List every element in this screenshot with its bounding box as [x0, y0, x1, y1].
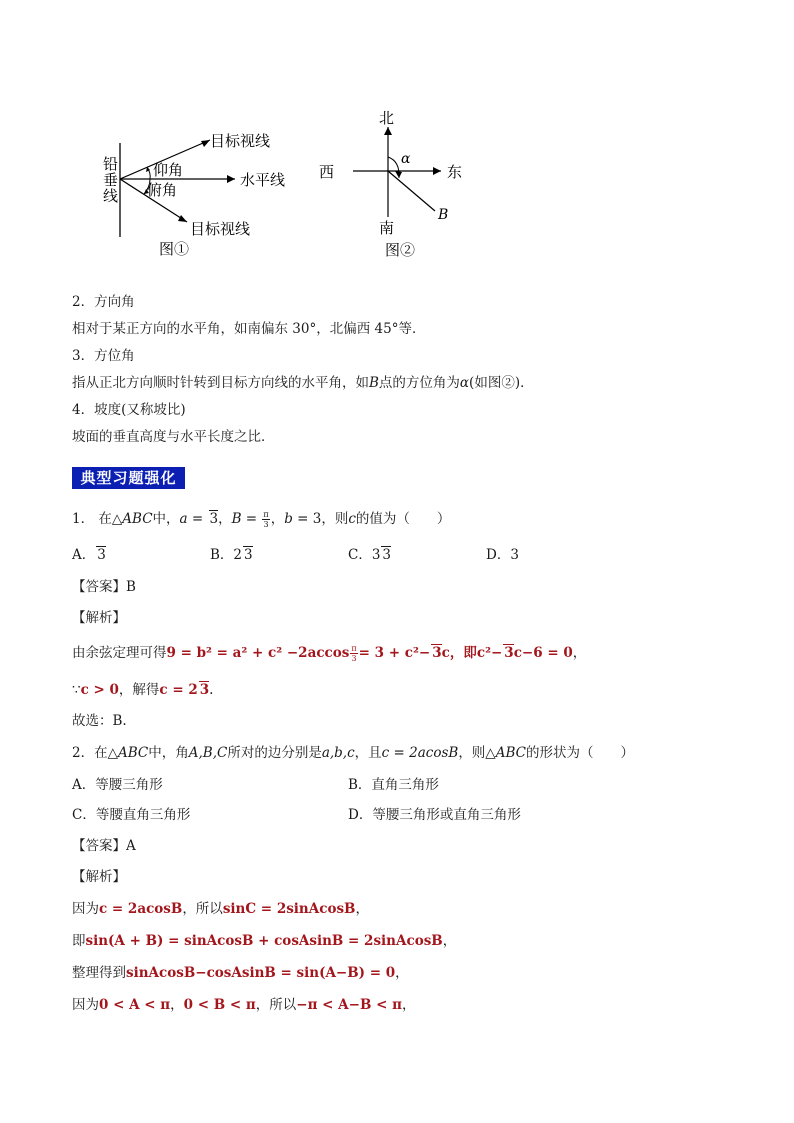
text-part: ∵: [72, 682, 81, 698]
math: 3: [209, 511, 219, 527]
text-part: 中，角: [148, 745, 189, 761]
q2-solution-line-2: [72, 932, 456, 950]
text-part: ，则△: [458, 745, 496, 761]
frac-num: π: [263, 510, 269, 519]
q2-analysis-label: 【解析】: [72, 869, 126, 885]
math: ABC: [122, 511, 153, 527]
q2-solution-line-4: [72, 996, 415, 1014]
text-part: 由余弦定理可得: [72, 645, 167, 661]
text-part: 中，: [152, 511, 180, 527]
math: B: [231, 511, 242, 527]
math: sinAcosB−cosAsinB = sin(A−B) = 0: [126, 965, 396, 981]
fig2-B-label: B: [438, 207, 449, 223]
figure-compass-bearing: [315, 105, 475, 260]
text-part: 指从正北方向顺时针转到目标方向线的水平角，如: [72, 375, 369, 391]
alpha-symbol: α: [459, 375, 470, 391]
fig1-caption: 图①: [159, 240, 190, 258]
option-label: B．2: [210, 547, 243, 563]
fig1-top-line-label: 目标视线: [210, 132, 271, 150]
math: 3: [504, 645, 514, 661]
option-label: A．: [72, 547, 96, 563]
q2-option-a: A．等腰三角形: [72, 777, 163, 793]
text-part: ，: [572, 645, 587, 661]
figure-elevation-depression: [95, 125, 305, 260]
math: c > 0: [80, 682, 119, 698]
text-part: ，: [401, 997, 416, 1013]
text-slope: 坡面的垂直高度与水平长度之比．: [72, 429, 275, 445]
text-part: 的值为（ ）: [355, 511, 451, 527]
fig1-vertical-label-2: 垂: [103, 171, 119, 189]
q1-conclusion: 故选：B.: [72, 713, 127, 729]
text-part: ，且: [354, 745, 382, 761]
option-value: 3: [97, 547, 106, 563]
math: c = 2acosB: [99, 901, 183, 917]
math: c−6 = 0: [513, 645, 573, 661]
fig2-alpha-label: α: [401, 151, 411, 167]
text-part: ，解得: [118, 682, 160, 698]
math: c = 2: [159, 682, 198, 698]
math: = 3: [297, 511, 322, 527]
text-part: 点的方位角为: [378, 375, 460, 391]
q1-option-d: D．3: [486, 547, 519, 563]
q2-stem: [72, 744, 634, 762]
text-part: 即: [72, 933, 86, 949]
text-part: ，: [355, 901, 369, 917]
math: a,b,c: [321, 745, 355, 761]
math: A,B,C: [188, 745, 228, 761]
math: −π < A−B < π: [296, 997, 402, 1013]
text-part: 的形状为（ ）: [525, 745, 634, 761]
text-part: (如图②)．: [469, 375, 534, 391]
math: 3: [199, 682, 210, 698]
text-bearing-angle: [72, 374, 534, 392]
text-part: 整理得到: [72, 965, 126, 981]
heading-bearing-angle: 3．方位角: [72, 348, 135, 364]
heading-direction-angle: 2．方向角: [72, 294, 135, 310]
text-part: .: [209, 682, 214, 698]
option-value: 3: [244, 547, 253, 563]
q2-option-d: D．等腰三角形或直角三角形: [348, 807, 521, 823]
text-part: ，: [442, 933, 457, 949]
math: sin(A + B) = sinAcosB + cosAsinB = 2sinAcosB: [85, 933, 443, 949]
fig2-east-label: 东: [447, 163, 463, 181]
math: 0 < B < π: [183, 997, 256, 1013]
q1-option-c: [348, 546, 391, 564]
fig1-bottom-line-label: 目标视线: [190, 220, 251, 238]
q2-option-b: B．直角三角形: [348, 777, 439, 793]
text-part: ，所以: [182, 901, 223, 917]
q1-answer: 【答案】B: [72, 579, 136, 595]
section-title: 典型习题强化: [72, 467, 185, 489]
fig2-caption: 图②: [385, 241, 416, 259]
text-part: 在△: [98, 511, 123, 527]
math: ABC: [495, 745, 526, 761]
q1-solution-line-2: [72, 681, 213, 699]
q1-option-a: [72, 546, 106, 564]
text-part: ，: [170, 997, 184, 1013]
math: 3: [432, 645, 442, 661]
fig1-vertical-label-3: 线: [103, 187, 119, 205]
q2-solution-line-1: [72, 900, 369, 918]
math: b: [284, 511, 293, 527]
fig2-north-label: 北: [379, 109, 395, 127]
frac-den: 3: [263, 520, 269, 529]
q1-analysis-label: 【解析】: [72, 610, 126, 626]
math: c，即: [441, 645, 477, 661]
math: c = 2acosB: [381, 745, 459, 761]
text-part: ，: [395, 965, 409, 981]
q1-stem: 1． 在△ABC中，a = 3，B = $\frac{\pi}{3}$ ，b = 3，则c的值为（ ）: [72, 510, 451, 529]
q2-option-c: C．等腰直角三角形: [72, 807, 191, 823]
fig1-horizontal-label: 水平线: [240, 171, 286, 189]
fig2-south-label: 南: [379, 219, 395, 237]
math: ABC: [117, 745, 149, 761]
fig1-elevation-label: 仰角: [153, 161, 184, 179]
text-part: 因为: [72, 901, 99, 917]
fig1-vertical-label-1: 铅: [103, 155, 119, 173]
text-direction-angle: 相对于某正方向的水平角，如南偏东 30°，北偏西 45°等．: [72, 321, 426, 337]
point-B: B: [369, 375, 379, 391]
fig1-depression-label: 俯角: [147, 181, 178, 199]
option-value: 3: [382, 547, 392, 563]
fraction: [262, 510, 269, 529]
text-part: ，所以: [255, 997, 297, 1013]
math: 0 < A < π: [99, 997, 171, 1013]
q1-number: 1．: [72, 511, 95, 527]
frac-den: 3: [351, 654, 357, 663]
q1-solution-line-1: [72, 644, 586, 663]
option-label: C．3: [348, 547, 381, 563]
heading-slope: 4．坡度(又称坡比): [72, 402, 186, 418]
frac-num: π: [351, 644, 357, 653]
math: c: [348, 511, 356, 527]
math: sinC = 2sinAcosB: [222, 901, 356, 917]
math: a: [179, 511, 188, 527]
fig2-west-label: 西: [319, 163, 335, 181]
fraction: [350, 644, 357, 663]
text-part: 2．在△: [72, 745, 118, 761]
text-part: 所对的边分别是: [227, 745, 322, 761]
text-part: 因为: [72, 997, 99, 1013]
math: = 3 + c²−: [358, 645, 431, 661]
q2-answer: 【答案】A: [72, 838, 136, 854]
math: 9 = b² = a² + c² −2accos: [166, 645, 350, 661]
q1-option-b: [210, 546, 253, 564]
q2-solution-line-3: [72, 964, 409, 982]
text-part: ，则: [321, 511, 349, 527]
math: c²−: [476, 645, 503, 661]
